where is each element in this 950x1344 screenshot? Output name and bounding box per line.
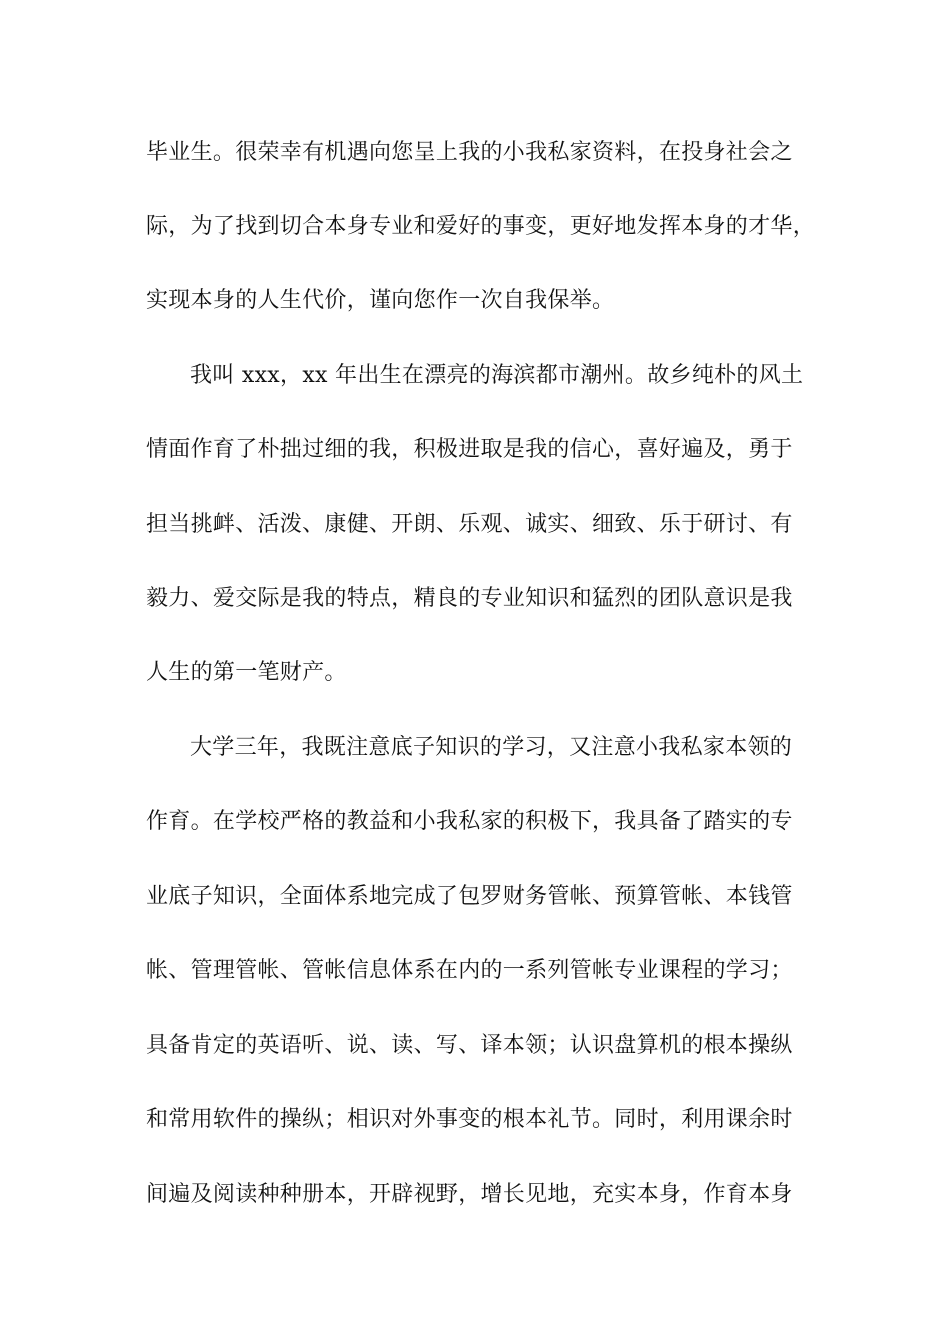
text-line-10: 作育。在学校严格的教益和小我私家的积极下，我具备了踏实的专 xyxy=(146,809,793,834)
text-line-9: 大学三年，我既注意底子知识的学习，又注意小我私家本领的 xyxy=(190,735,793,760)
text-line-3: 实现本身的人生代价，谨向您作一次自我保举。 xyxy=(146,288,615,313)
text-line-4: 我叫 xxx，xx 年出生在漂亮的海滨都市潮州。故乡纯朴的风土 xyxy=(190,363,804,388)
text-line-2: 际，为了找到切合本身专业和爱好的事变，更好地发挥本身的才华， xyxy=(146,214,816,239)
text-line-11: 业底子知识，全面体系地完成了包罗财务管帐、预算管帐、本钱管 xyxy=(146,884,793,909)
text-line-13: 具备肯定的英语听、说、读、写、译本领；认识盘算机的根本操纵 xyxy=(146,1033,793,1058)
text-line-5: 情面作育了朴拙过细的我，积极进取是我的信心，喜好遍及，勇于 xyxy=(146,437,793,462)
text-line-12: 帐、管理管帐、管帐信息体系在内的一系列管帐专业课程的学习； xyxy=(146,958,793,983)
text-line-14: 和常用软件的操纵；相识对外事变的根本礼节。同时，利用课余时 xyxy=(146,1107,793,1132)
text-line-15: 间遍及阅读种种册本，开辟视野，增长见地，充实本身，作育本身 xyxy=(146,1182,793,1207)
text-line-8: 人生的第一笔财产。 xyxy=(146,660,347,685)
text-line-7: 毅力、爱交际是我的特点，精良的专业知识和猛烈的团队意识是我 xyxy=(146,586,793,611)
text-line-6: 担当挑衅、活泼、康健、开朗、乐观、诚实、细致、乐于研讨、有 xyxy=(146,512,793,537)
text-line-1: 毕业生。很荣幸有机遇向您呈上我的小我私家资料，在投身社会之 xyxy=(146,140,793,165)
